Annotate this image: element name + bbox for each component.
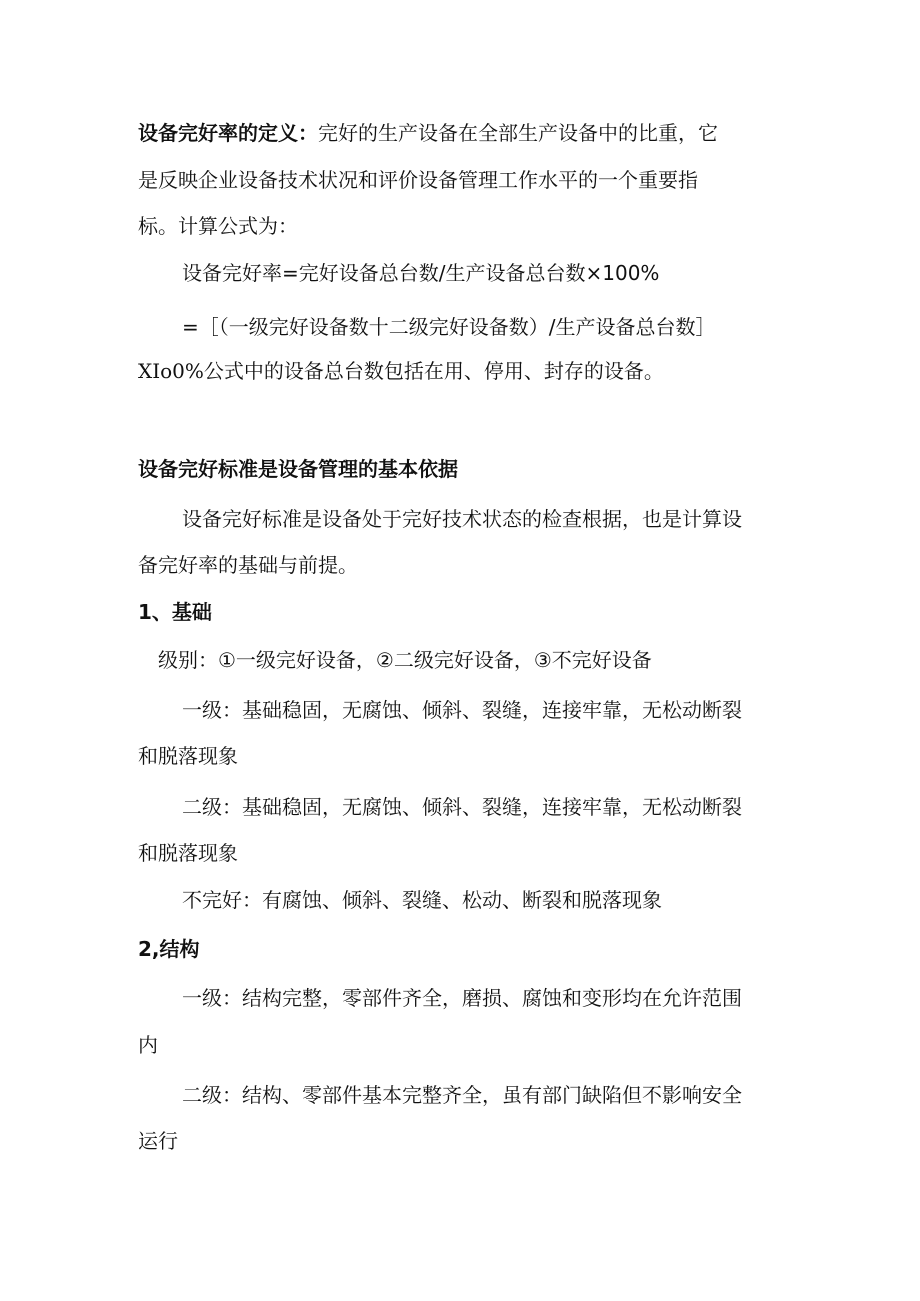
formula-line-3 [138, 357, 664, 385]
section1-levels: 级别：①一级完好设备，②二级完好设备，③不完好设备 [158, 648, 652, 672]
standard-heading: 设备完好标准是设备管理的基本依据 [138, 457, 458, 481]
formula-line-2: =［（一级完好设备数十二级完好设备数）/生产设备总台数］ [182, 315, 716, 339]
definition-line-2: 是反映企业设备技术状况和评价设备管理工作水平的一个重要指 [138, 168, 698, 192]
section1-level2-1: 二级：基础稳固，无腐蚀、倾斜、裂缝，连接牢靠，无松动断裂 [182, 795, 742, 819]
section1-level2-2: 和脱落现象 [138, 841, 238, 865]
definition-term: 设备完好率的定义： [138, 121, 318, 145]
standard-intro-2: 备完好率的基础与前提。 [138, 553, 358, 577]
formula-note: 公式中的设备总台数包括在用、停用、封存的设备。 [203, 359, 664, 383]
section1-level1-1: 一级：基础稳固，无腐蚀、倾斜、裂缝，连接牢靠，无松动断裂 [182, 698, 742, 722]
definition-line-1 [138, 119, 718, 147]
formula-multiplier: XIo0% [138, 359, 204, 383]
section2-level1-2: 内 [138, 1033, 158, 1057]
standard-intro-1: 设备完好标准是设备处于完好技术状态的检查根据，也是计算设 [182, 507, 742, 531]
section2-level2-2: 运行 [138, 1129, 178, 1153]
section2-level1-1: 一级：结构完整，零部件齐全，磨损、腐蚀和变形均在允许范围 [182, 986, 742, 1010]
definition-text-1: 完好的生产设备在全部生产设备中的比重，它 [318, 121, 718, 145]
section1-heading: 1、基础 [138, 600, 212, 624]
section1-bad: 不完好：有腐蚀、倾斜、裂缝、松动、断裂和脱落现象 [182, 888, 662, 912]
section2-heading: 2,结构 [138, 937, 200, 961]
section2-level2-1: 二级：结构、零部件基本完整齐全，虽有部门缺陷但不影响安全 [182, 1083, 742, 1107]
section1-level1-2: 和脱落现象 [138, 744, 238, 768]
formula-line-1: 设备完好率=完好设备总台数/生产设备总台数×100% [182, 261, 660, 285]
definition-line-3: 标。计算公式为： [138, 214, 298, 238]
